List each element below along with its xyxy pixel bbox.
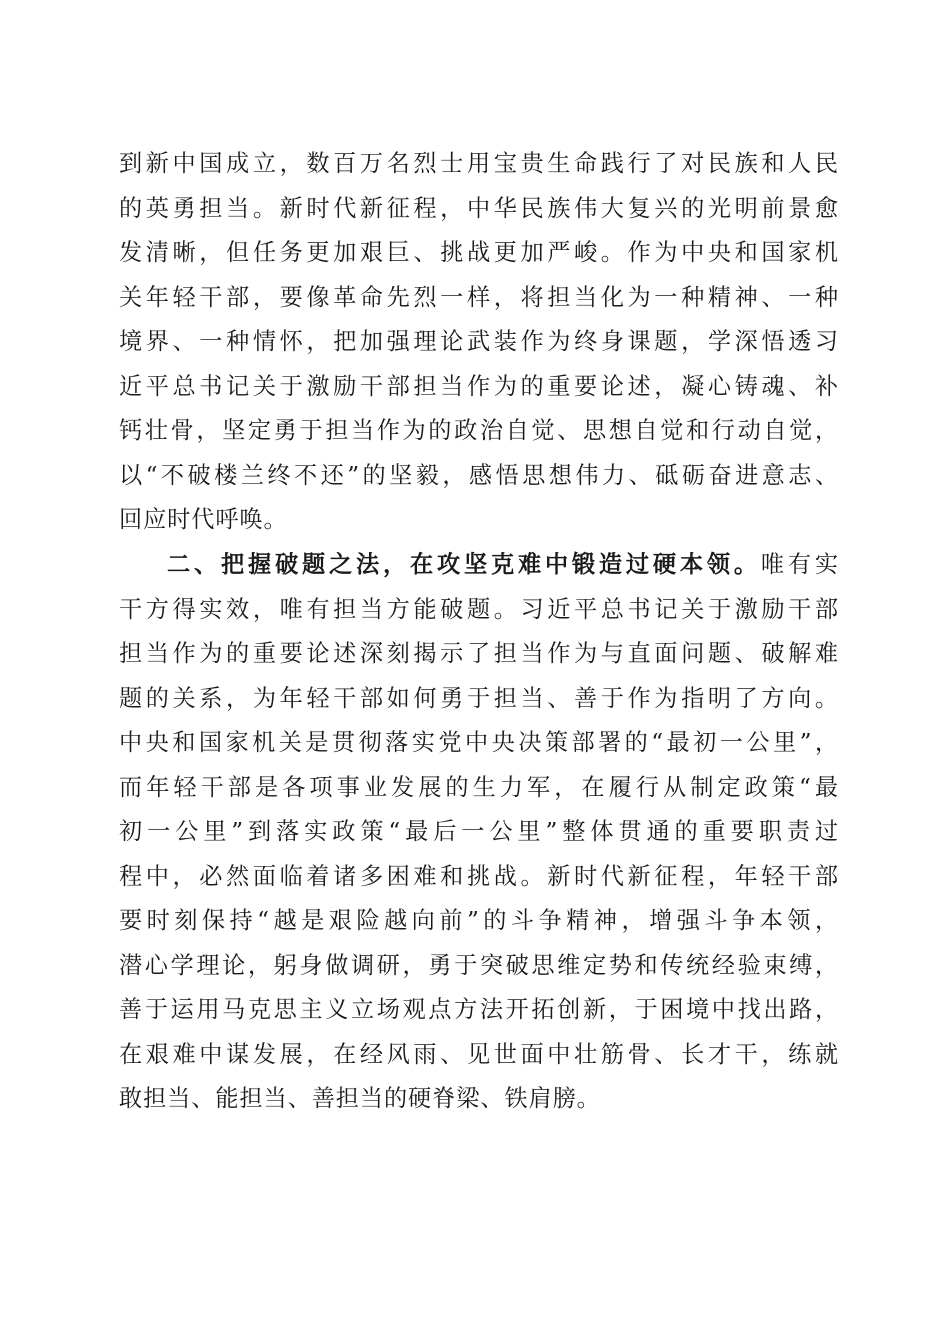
- paragraph-line: 发清晰，但任务更加艰巨、挑战更加严峻。作为中央和国家机: [119, 239, 839, 266]
- paragraph-line: 以“不破楼兰终不还”的坚毅，感悟思想伟力、砥砺奋进意志、: [119, 461, 839, 489]
- paragraph-line: 题的关系，为年轻干部如何勇于担当、善于作为指明了方向。: [119, 684, 839, 712]
- paragraph-line: 担当作为的重要论述深刻揭示了担当作为与直面问题、破解难: [119, 640, 839, 667]
- paragraph-line: 程中，必然面临着诸多困难和挑战。新时代新征程，年轻干部: [119, 862, 839, 890]
- paragraph-line: 回应时代呼唤。: [119, 506, 288, 533]
- paragraph-line: 潜心学理论，躬身做调研，勇于突破思维定势和传统经验束缚，: [119, 951, 839, 979]
- paragraph-line: 中央和国家机关是贯彻落实党中央决策部署的“最初一公里”，: [119, 729, 839, 756]
- paragraph-line: 到新中国成立，数百万名烈士用宝贵生命践行了对民族和人民: [119, 150, 839, 177]
- paragraph-line-rest: 唯有实: [760, 551, 839, 578]
- paragraph-line: 善于运用马克思主义立场观点方法开拓创新，于困境中找出路，: [119, 996, 839, 1023]
- paragraph-line: 关年轻干部，要像革命先烈一样，将担当化为一种精神、一种: [119, 283, 839, 311]
- paragraph-line: 境界、一种情怀，把加强理论武装作为终身课题，学深悟透习: [119, 328, 839, 355]
- paragraph-line: 近平总书记关于激励干部担当作为的重要论述，凝心铸魂、补: [119, 372, 839, 400]
- paragraph-line: 在艰难中谋发展，在经风雨、见世面中壮筋骨、长才干，练就: [119, 1040, 839, 1068]
- paragraph-2: [119, 543, 839, 1122]
- paragraph-line: 干方得实效，唯有担当方能破题。习近平总书记关于激励干部: [119, 595, 839, 623]
- paragraph-line: 钙壮骨，坚定勇于担当作为的政治自觉、思想自觉和行动自觉，: [119, 417, 839, 444]
- paragraph-line: 要时刻保持“越是艰险越向前”的斗争精神，增强斗争本领，: [119, 907, 839, 934]
- paragraph-line: 初一公里”到落实政策“最后一公里”整体贯通的重要职责过: [119, 818, 839, 845]
- paragraph-line: 而年轻干部是各项事业发展的生力军，在履行从制定政策“最: [119, 773, 839, 801]
- paragraph-1: [119, 142, 839, 543]
- section-heading: 二、把握破题之法，在攻坚克难中锻造过硬本领。: [167, 551, 761, 578]
- paragraph-line: 敢担当、能担当、善担当的硬脊梁、铁肩膀。: [119, 1085, 601, 1112]
- paragraph-line: 的英勇担当。新时代新征程，中华民族伟大复兴的光明前景愈: [119, 194, 839, 222]
- paragraph-first-line: [119, 543, 839, 588]
